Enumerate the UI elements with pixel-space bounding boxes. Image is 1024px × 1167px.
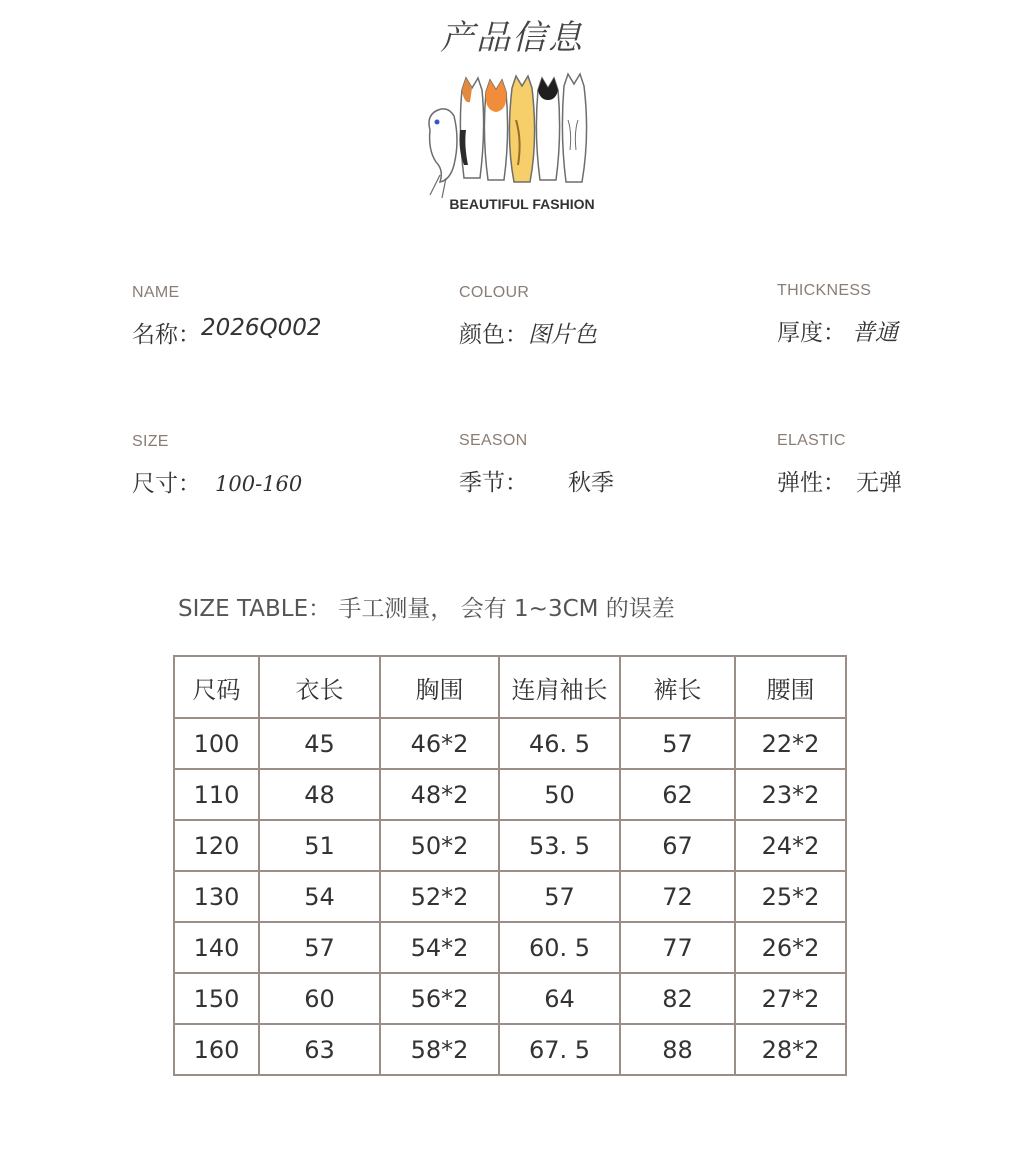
table-cell: 57 bbox=[259, 922, 380, 973]
attr-thickness-value: 普通 bbox=[852, 320, 898, 346]
attr-colour-en: COLOUR bbox=[459, 284, 530, 301]
table-row bbox=[174, 1024, 846, 1075]
table-cell: 50 bbox=[499, 769, 620, 820]
table-cell: 100 bbox=[174, 718, 259, 769]
attr-elastic-zh: 弹性： bbox=[777, 470, 846, 496]
table-cell: 82 bbox=[620, 973, 735, 1024]
table-cell: 77 bbox=[620, 922, 735, 973]
attr-name-zh: 名称： bbox=[132, 322, 201, 348]
table-cell: 28*2 bbox=[735, 1024, 846, 1075]
table-cell: 48 bbox=[259, 769, 380, 820]
table-cell: 50*2 bbox=[380, 820, 499, 871]
attr-thickness-zh: 厚度： bbox=[777, 320, 846, 346]
attr-size-zh: 尺寸： bbox=[132, 471, 201, 497]
table-cell: 60 bbox=[259, 973, 380, 1024]
attr-name-value: 2026Q002 bbox=[201, 315, 322, 341]
attr-season bbox=[459, 432, 614, 497]
attr-colour-value: 图片色 bbox=[528, 322, 597, 348]
table-cell: 27*2 bbox=[735, 973, 846, 1024]
brand-label: BEAUTIFUL FASHION bbox=[449, 196, 595, 212]
header-length: 衣长 bbox=[259, 656, 380, 718]
attr-elastic-en: ELASTIC bbox=[777, 432, 846, 449]
header-waist: 腰围 bbox=[735, 656, 846, 718]
attr-size bbox=[132, 433, 302, 498]
attr-elastic bbox=[777, 432, 902, 497]
table-cell: 53. 5 bbox=[499, 820, 620, 871]
size-table-header-row bbox=[174, 656, 846, 718]
table-cell: 45 bbox=[259, 718, 380, 769]
table-cell: 62 bbox=[620, 769, 735, 820]
size-table-note: SIZE TABLE： 手工测量， 会有 1~3CM 的误差 bbox=[178, 596, 675, 622]
table-cell: 46. 5 bbox=[499, 718, 620, 769]
attr-thickness bbox=[777, 282, 898, 347]
table-cell: 57 bbox=[620, 718, 735, 769]
page-title: 产品信息 bbox=[440, 18, 584, 58]
size-table bbox=[173, 655, 847, 1076]
attr-thickness-en: THICKNESS bbox=[777, 282, 872, 299]
table-cell: 58*2 bbox=[380, 1024, 499, 1075]
table-cell: 160 bbox=[174, 1024, 259, 1075]
attr-season-zh: 季节： bbox=[459, 470, 528, 496]
table-row bbox=[174, 922, 846, 973]
table-row bbox=[174, 769, 846, 820]
table-cell: 56*2 bbox=[380, 973, 499, 1024]
table-row bbox=[174, 871, 846, 922]
attr-name-en: NAME bbox=[132, 284, 180, 301]
table-cell: 63 bbox=[259, 1024, 380, 1075]
table-cell: 48*2 bbox=[380, 769, 499, 820]
table-cell: 140 bbox=[174, 922, 259, 973]
header-chest: 胸围 bbox=[380, 656, 499, 718]
attr-colour bbox=[459, 284, 597, 349]
table-cell: 57 bbox=[499, 871, 620, 922]
table-row bbox=[174, 718, 846, 769]
table-cell: 88 bbox=[620, 1024, 735, 1075]
table-cell: 23*2 bbox=[735, 769, 846, 820]
table-cell: 67 bbox=[620, 820, 735, 871]
attr-elastic-value: 无弹 bbox=[856, 470, 902, 496]
table-cell: 150 bbox=[174, 973, 259, 1024]
table-cell: 110 bbox=[174, 769, 259, 820]
attr-name bbox=[132, 284, 322, 349]
table-cell: 120 bbox=[174, 820, 259, 871]
table-cell: 26*2 bbox=[735, 922, 846, 973]
header-sleeve: 连肩袖长 bbox=[499, 656, 620, 718]
table-cell: 54 bbox=[259, 871, 380, 922]
attr-size-en: SIZE bbox=[132, 433, 169, 450]
table-cell: 52*2 bbox=[380, 871, 499, 922]
header-size: 尺码 bbox=[174, 656, 259, 718]
attr-season-en: SEASON bbox=[459, 432, 528, 449]
table-row bbox=[174, 973, 846, 1024]
table-cell: 64 bbox=[499, 973, 620, 1024]
header-pants-length: 裤长 bbox=[620, 656, 735, 718]
table-cell: 24*2 bbox=[735, 820, 846, 871]
table-cell: 25*2 bbox=[735, 871, 846, 922]
table-cell: 67. 5 bbox=[499, 1024, 620, 1075]
attr-size-value: 100-160 bbox=[215, 472, 303, 496]
attr-colour-zh: 颜色： bbox=[459, 322, 528, 348]
table-cell: 54*2 bbox=[380, 922, 499, 973]
table-cell: 46*2 bbox=[380, 718, 499, 769]
table-row bbox=[174, 820, 846, 871]
table-cell: 72 bbox=[620, 871, 735, 922]
table-cell: 22*2 bbox=[735, 718, 846, 769]
table-cell: 60. 5 bbox=[499, 922, 620, 973]
table-cell: 130 bbox=[174, 871, 259, 922]
attr-season-value: 秋季 bbox=[568, 470, 614, 496]
table-cell: 51 bbox=[259, 820, 380, 871]
